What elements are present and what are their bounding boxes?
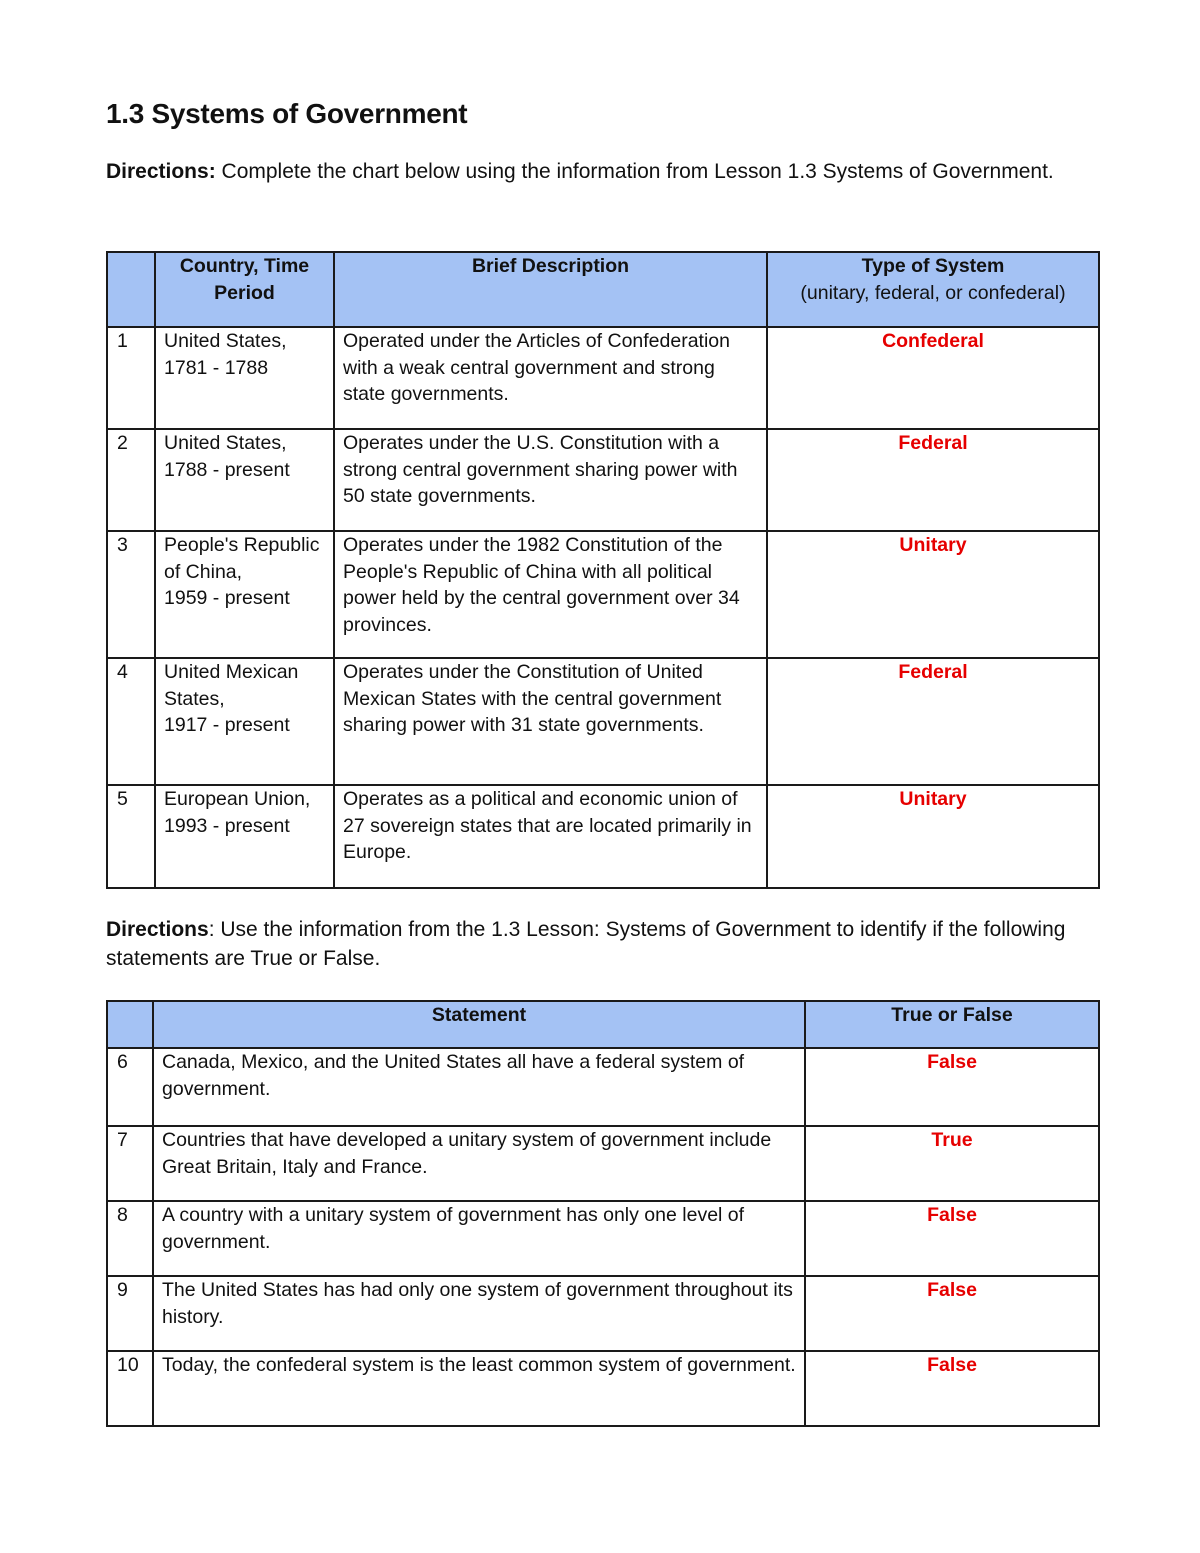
statement-cell: Countries that have developed a unitary system of government include Great Britain, Italy and France. bbox=[153, 1126, 805, 1201]
answer-cell: False bbox=[805, 1048, 1099, 1126]
directions-label: Directions: bbox=[106, 160, 216, 183]
row-number: 3 bbox=[107, 531, 155, 658]
country-cell bbox=[155, 327, 334, 429]
description-cell: Operates under the Constitution of United Mexican States with the central government sharing power with 31 state governments. bbox=[334, 658, 767, 785]
row-number: 1 bbox=[107, 327, 155, 429]
header-country: Country, Time Period bbox=[155, 252, 334, 327]
directions-text: Complete the chart below using the information from Lesson 1.3 Systems of Government. bbox=[215, 160, 1054, 183]
answer-cell: True bbox=[805, 1126, 1099, 1201]
systems-chart-table bbox=[106, 251, 1100, 889]
system-type: Federal bbox=[767, 658, 1099, 785]
table-row bbox=[107, 327, 1099, 429]
header-description: Brief Description bbox=[334, 252, 767, 327]
table-row bbox=[107, 531, 1099, 658]
table-row bbox=[107, 429, 1099, 531]
table-row bbox=[107, 785, 1099, 888]
row-number: 6 bbox=[107, 1048, 153, 1126]
row-number: 5 bbox=[107, 785, 155, 888]
country-name: European Union, bbox=[164, 788, 311, 810]
header-answer: True or False bbox=[805, 1001, 1099, 1048]
table-row bbox=[107, 1201, 1099, 1276]
table-header-row bbox=[107, 252, 1099, 327]
time-period: 1993 - present bbox=[164, 814, 290, 837]
time-period: 1781 - 1788 bbox=[164, 356, 269, 379]
time-period: 1959 - present bbox=[164, 587, 290, 609]
country-cell bbox=[155, 785, 334, 888]
row-number: 2 bbox=[107, 429, 155, 531]
statement-cell: The United States has had only one system of government throughout its history. bbox=[153, 1276, 805, 1351]
system-type: Federal bbox=[767, 429, 1099, 531]
page-title: 1.3 Systems of Government bbox=[106, 98, 468, 129]
row-number: 4 bbox=[107, 658, 155, 785]
description-cell: Operates under the 1982 Constitution of the People's Republic of China with all political power held by the central government over 34 provinces. bbox=[334, 531, 767, 658]
system-type: Unitary bbox=[767, 531, 1099, 658]
header-type-label: Type of System bbox=[861, 255, 1005, 277]
country-name: United Mexican States, bbox=[164, 661, 299, 710]
table-header-row bbox=[107, 1001, 1099, 1048]
table-row bbox=[107, 1126, 1099, 1201]
statement-cell: A country with a unitary system of government has only one level of government. bbox=[153, 1201, 805, 1276]
answer-cell: False bbox=[805, 1276, 1099, 1351]
true-false-table bbox=[106, 1000, 1100, 1427]
table-row bbox=[107, 1048, 1099, 1126]
answer-cell: False bbox=[805, 1351, 1099, 1426]
country-name: United States, bbox=[164, 432, 287, 454]
statement-cell: Today, the confederal system is the least common system of government. bbox=[153, 1351, 805, 1426]
answer-cell: False bbox=[805, 1201, 1099, 1276]
directions-true-false bbox=[106, 915, 1101, 973]
row-number: 7 bbox=[107, 1126, 153, 1201]
description-cell: Operated under the Articles of Confederation with a weak central government and strong state governments. bbox=[334, 327, 767, 429]
row-number: 10 bbox=[107, 1351, 153, 1426]
country-cell bbox=[155, 531, 334, 658]
header-type bbox=[767, 252, 1099, 327]
directions-chart bbox=[106, 156, 1101, 188]
table-row bbox=[107, 1351, 1099, 1426]
system-type: Unitary bbox=[767, 785, 1099, 888]
table-row bbox=[107, 1276, 1099, 1351]
country-name: People's Republic of China, bbox=[164, 534, 320, 583]
time-period: 1917 - present bbox=[164, 714, 290, 736]
header-num bbox=[107, 1001, 153, 1048]
country-cell bbox=[155, 658, 334, 785]
country-cell bbox=[155, 429, 334, 531]
header-type-sub: (unitary, federal, or confederal) bbox=[800, 281, 1066, 304]
table-row bbox=[107, 658, 1099, 785]
time-period: 1788 - present bbox=[164, 458, 290, 481]
header-statement: Statement bbox=[153, 1001, 805, 1048]
system-type: Confederal bbox=[767, 327, 1099, 429]
directions-text: : Use the information from the 1.3 Lesson: Systems of Government to identify if the following statements are True or False. bbox=[106, 918, 1066, 970]
row-number: 9 bbox=[107, 1276, 153, 1351]
description-cell: Operates under the U.S. Constitution with a strong central government sharing power with 50 state governments. bbox=[334, 429, 767, 531]
row-number: 8 bbox=[107, 1201, 153, 1276]
directions-label: Directions bbox=[106, 918, 209, 941]
statement-cell: Canada, Mexico, and the United States all have a federal system of government. bbox=[153, 1048, 805, 1126]
country-name: United States, bbox=[164, 330, 287, 352]
description-cell: Operates as a political and economic union of 27 sovereign states that are located primarily in Europe. bbox=[334, 785, 767, 888]
header-num bbox=[107, 252, 155, 327]
